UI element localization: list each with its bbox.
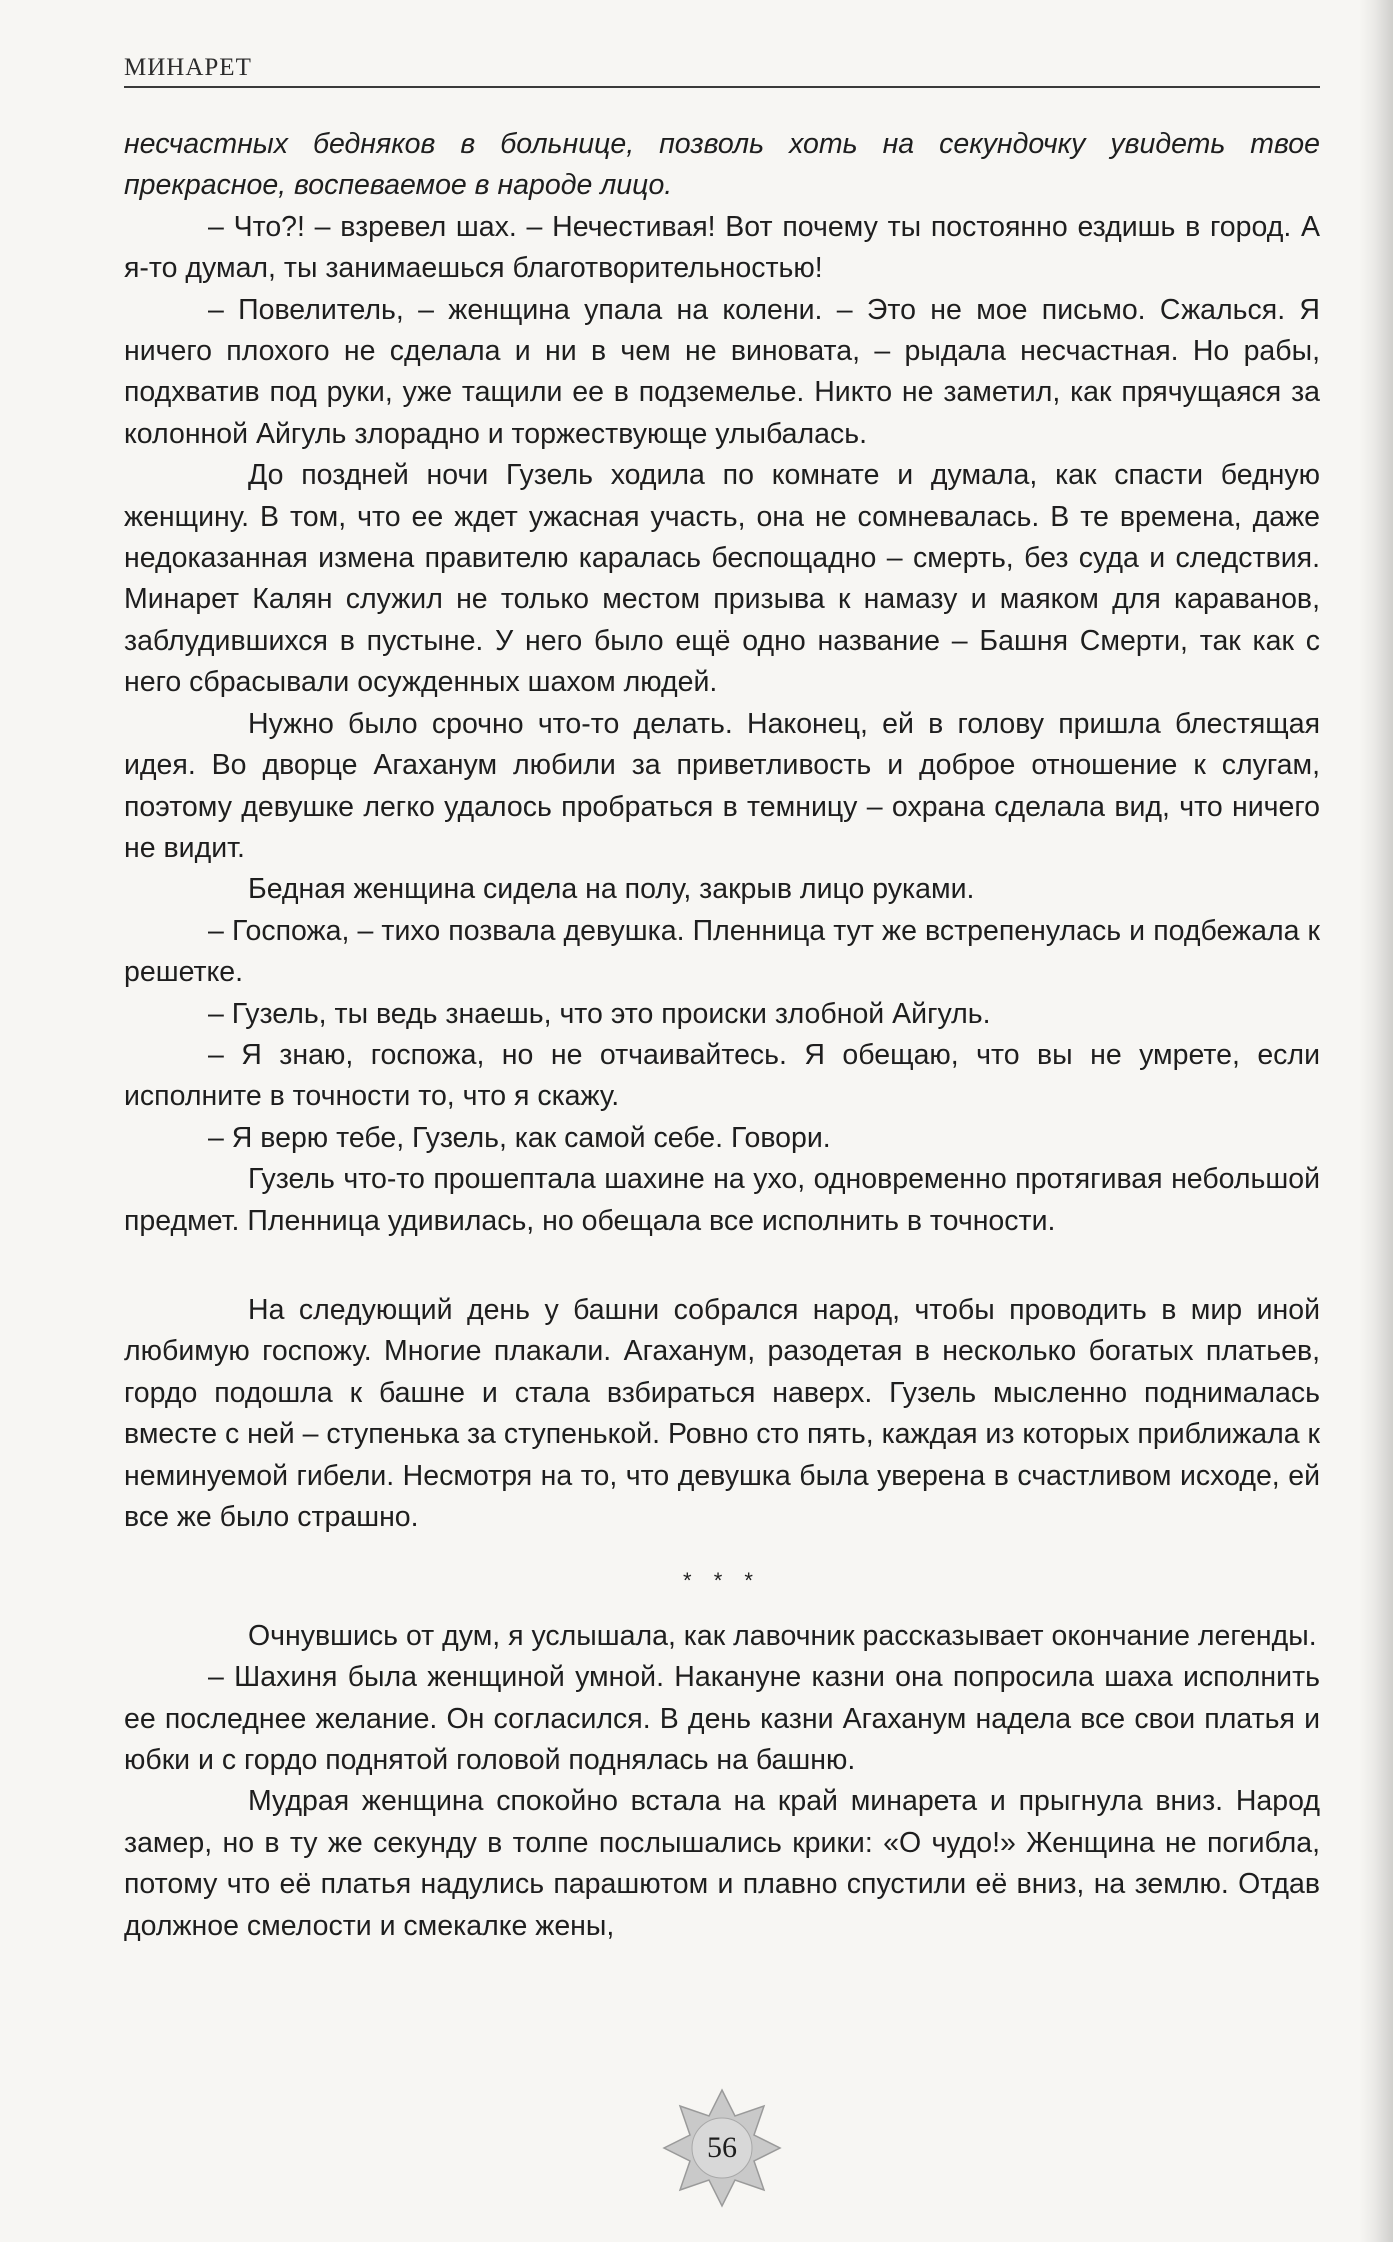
page-edge-shadow <box>1359 0 1393 2242</box>
paragraph-15: Мудрая женщина спокойно встала на край минарета и прыгнула вниз. Народ замер, но в ту же секунду в толпе послышались крики: «О чудо!» Женщина не погибла, потому что её платья надулись парашютом и плавно спустили её вниз, на землю. Отдав должное смелости и смекалке жены, <box>124 1785 1320 1942</box>
paragraph-4: До поздней ночи Гузель ходила по комнате и думала, как спасти бедную женщину. В том, что ее ждет ужасная участь, она не сомневалась. В те времена, даже недоказанная измена правителю каралась беспощадно – смерть, без суда и следствия. Минарет Калян служил не только местом призыва к намазу и маяком для караванов, заблудившихся в пустыне. У него было ещё одно название – Башня Смерти, так как с него сбрасывали осужденных шахом людей. <box>124 459 1320 699</box>
paragraph-7: – Госпожа, – тихо позвала девушка. Пленница тут же встрепенулась и подбежала к решетке. <box>124 914 1320 989</box>
paragraph-6: Бедная женщина сидела на полу, закрыв лицо руками. <box>248 873 975 906</box>
paragraph-11: Гузель что-то прошептала шахине на ухо, одновременно протягивая небольшой предмет. Пленница удивилась, но обещала все исполнить в точности. <box>124 1163 1320 1237</box>
paragraph-3: – Повелитель, – женщина упала на колени. – Это не мое письмо. Сжалься. Я ничего плохого не сделала и ни в чем не виновата, – рыдала несчастная. Но рабы, подхватив под руки, уже тащили ее в подземелье. Никто не заметил, как прячущаяся за колонной Айгуль злорадно и торжествующе улыбалась. <box>124 293 1320 450</box>
running-head-title: МИНАРЕТ <box>124 54 252 81</box>
paragraph-8: – Гузель, ты ведь знаешь, что это происки злобной Айгуль. <box>208 997 991 1030</box>
paragraph-1: несчастных бедняков в больнице, позволь хоть на секундочку увидеть твое прекрасное, воспеваемое в народе лицо. <box>124 128 1320 202</box>
header-rule <box>124 86 1320 88</box>
page-body-text <box>124 124 1320 1947</box>
paragraph-10: – Я верю тебе, Гузель, как самой себе. Говори. <box>208 1121 831 1154</box>
paragraph-9: – Я знаю, госпожа, но не отчаивайтесь. Я обещаю, что вы не умрете, если исполните в точности то, что я скажу. <box>124 1038 1320 1113</box>
paragraph-2: – Что?! – взревел шах. – Нечестивая! Вот почему ты постоянно ездишь в город. А я-то думал, ты занимаешься благотворительностью! <box>124 210 1320 285</box>
paragraph-12: На следующий день у башни собрался народ, чтобы проводить в мир иной любимую госпожу. Многие плакали. Агаханум, разодетая в несколько богатых платьев, гордо подошла к башне и стала взбираться наверх. Гузель мысленно поднималась вместе с ней – ступенька за ступенькой. Ровно сто пять, каждая из которых приближала к неминуемой гибели. Несмотря на то, что девушка была уверена в счастливом исходе, ей все же было страшно. <box>124 1293 1320 1533</box>
section-separator: * * * <box>683 1568 761 1594</box>
paragraph-14: – Шахиня была женщиной умной. Накануне казни она попросила шаха исполнить ее последнее желание. Он согласился. В день казни Агаханум надела все свои платья и юбки и с гордо поднятой головой поднялась на башню. <box>124 1661 1320 1777</box>
paragraph-13: Очнувшись от дум, я услышала, как лавочник рассказывает окончание легенды. <box>248 1619 1317 1652</box>
section-gap <box>124 1242 1320 1290</box>
page-number: 56 <box>707 2131 737 2164</box>
page-number-ornament <box>660 2086 784 2210</box>
paragraph-5: Нужно было срочно что-то делать. Наконец, ей в голову пришла блестящая идея. Во дворце Агаханум любили за приветливость и доброе отношение к слугам, поэтому девушке легко удалось пробраться в темницу – охрана сделала вид, что ничего не видит. <box>124 707 1320 864</box>
